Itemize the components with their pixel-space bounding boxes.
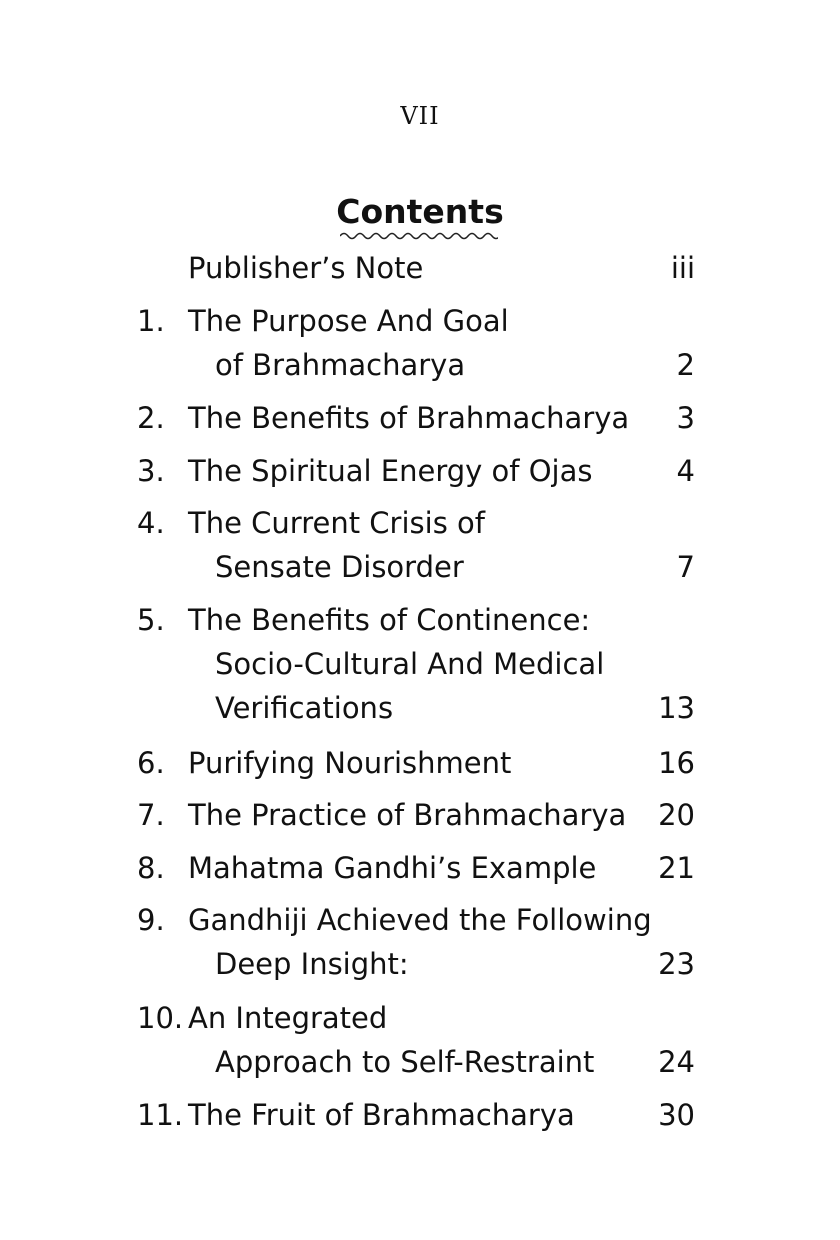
toc-entry-page: 7 <box>676 550 695 584</box>
toc-entry-number: 5. <box>137 603 165 637</box>
toc-entry-number: 8. <box>137 851 165 885</box>
toc-entry-number: 7. <box>137 798 165 832</box>
toc-entry-page: 21 <box>658 851 695 885</box>
toc-entry-title-continuation: Socio-Cultural And Medical <box>215 647 605 681</box>
toc-entry-page: 4 <box>676 454 695 488</box>
toc-entry-page: 2 <box>676 348 695 382</box>
toc-entry-title-continuation: of Brahmacharya <box>215 348 466 382</box>
toc-entry-title: Mahatma Gandhi’s Example <box>188 851 597 885</box>
toc-entry-title: Gandhiji Achieved the Following <box>188 903 652 937</box>
toc-entry-title: Purifying Nourishment <box>188 746 512 780</box>
toc-entry-number: 1. <box>137 304 165 338</box>
toc-entry-title: The Benefits of Brahmacharya <box>188 401 630 435</box>
toc-entry-title-continuation: Approach to Self-Restraint <box>215 1045 595 1079</box>
toc-entry-title-continuation: Verifications <box>215 691 394 725</box>
toc-entry-page: 20 <box>658 798 695 832</box>
heading-underline-squiggle <box>340 230 498 242</box>
toc-entry-title: The Practice of Brahmacharya <box>188 798 627 832</box>
toc-entry-page: 23 <box>658 947 695 981</box>
toc-entry-title: The Purpose And Goal <box>188 304 509 338</box>
toc-entry-title: Publisher’s Note <box>188 251 424 285</box>
toc-entry-number: 4. <box>137 506 165 540</box>
toc-entry-number: 10. <box>137 1001 184 1035</box>
toc-entry-number: 11. <box>137 1098 184 1132</box>
toc-entry-title-continuation: Deep Insight: <box>215 947 409 981</box>
toc-entry-title: The Benefits of Continence: <box>188 603 591 637</box>
toc-entry-title: The Current Crisis of <box>188 506 485 540</box>
toc-entry-number: 9. <box>137 903 165 937</box>
toc-entry-title-continuation: Sensate Disorder <box>215 550 464 584</box>
toc-entry-title: An Integrated <box>188 1001 388 1035</box>
toc-entry-title: The Fruit of Brahmacharya <box>188 1098 575 1132</box>
toc-entry-number: 3. <box>137 454 165 488</box>
toc-entry-page: 3 <box>676 401 695 435</box>
toc-entry-page: iii <box>670 251 695 285</box>
toc-entry-number: 6. <box>137 746 165 780</box>
toc-entry-page: 30 <box>658 1098 695 1132</box>
toc-entry-title: The Spiritual Energy of Ojas <box>188 454 593 488</box>
toc-entry-page: 24 <box>658 1045 695 1079</box>
page-number: VII <box>400 102 440 130</box>
toc-entry-page: 16 <box>658 746 695 780</box>
contents-heading: Contents <box>336 192 504 231</box>
toc-entry-number: 2. <box>137 401 165 435</box>
toc-entry-page: 13 <box>658 691 695 725</box>
